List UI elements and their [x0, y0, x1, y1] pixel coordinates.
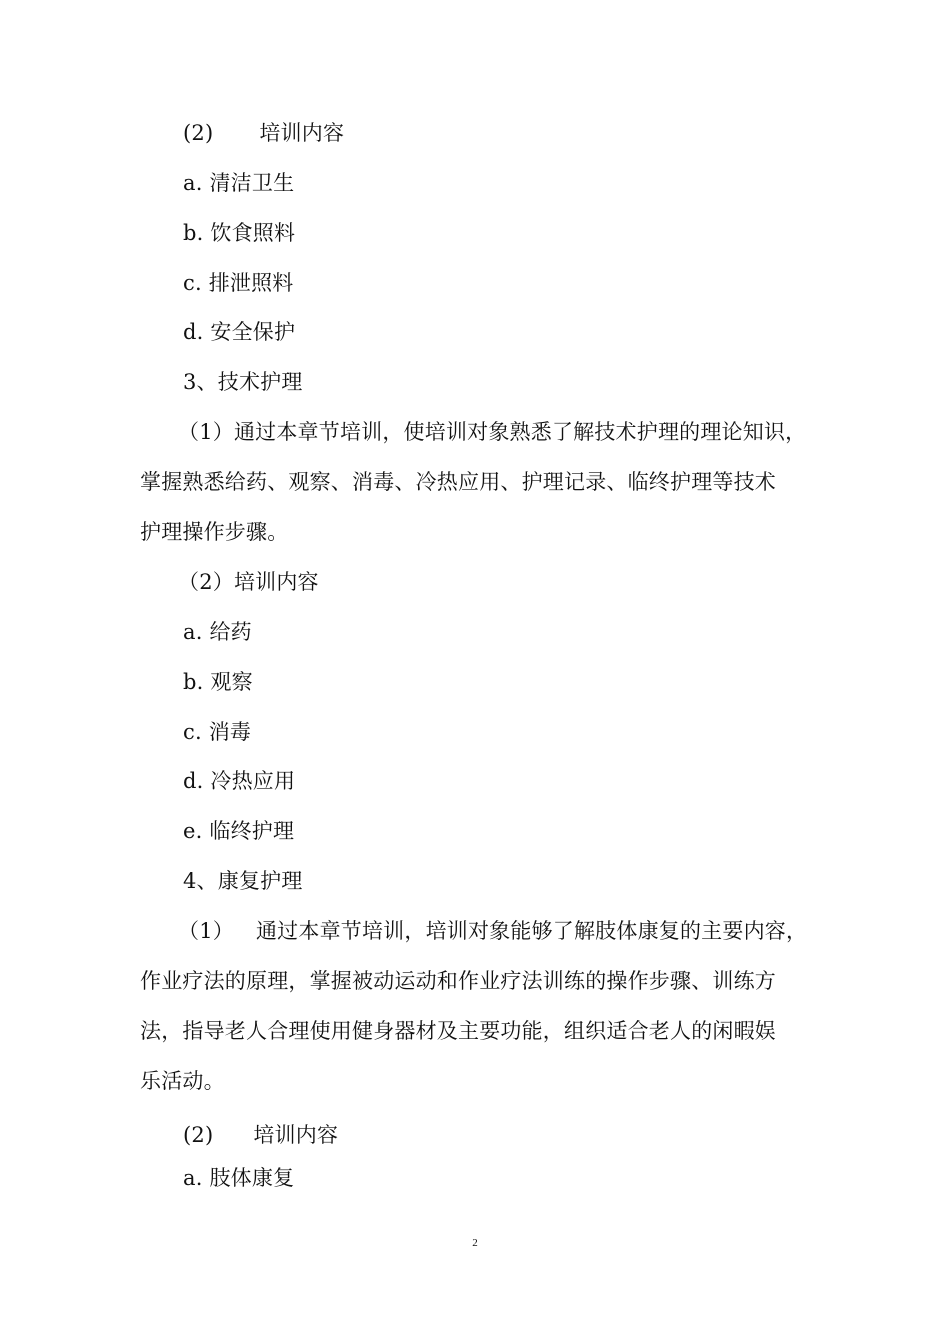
- paragraph-line: [178, 917, 807, 945]
- paragraph-text: 通过本章节培训，培训对象能够了解肢体康复的主要内容，: [255, 919, 808, 943]
- section-heading-training-content: [183, 119, 344, 147]
- section-heading-training-content: [183, 1121, 338, 1149]
- heading-text: 培训内容: [253, 1123, 339, 1147]
- section-heading-training-content: （2）培训内容: [178, 570, 319, 594]
- list-item: e. 临终护理: [183, 819, 295, 843]
- list-item: c. 消毒: [183, 720, 252, 744]
- list-item: c. 排泄照料: [183, 271, 294, 295]
- list-item: a. 肢体康复: [183, 1166, 295, 1190]
- list-marker: (2): [183, 1123, 214, 1147]
- paragraph-line: 法，指导老人合理使用健身器材及主要功能，组织适合老人的闲暇娱: [140, 1019, 776, 1043]
- section-heading: 4、康复护理: [183, 869, 303, 893]
- paragraph-line: （1）通过本章节培训，使培训对象熟悉了解技术护理的理论知识，: [178, 420, 807, 444]
- list-marker: （1）: [178, 919, 234, 943]
- list-item: d. 冷热应用: [183, 769, 296, 793]
- list-item: b. 观察: [183, 670, 253, 694]
- heading-text: 培训内容: [259, 121, 345, 145]
- page-number: 2: [472, 1237, 478, 1249]
- list-item: a. 清洁卫生: [183, 171, 295, 195]
- section-heading: 3、技术护理: [183, 370, 303, 394]
- list-item: b. 饮食照料: [183, 221, 296, 245]
- list-item: d. 安全保护: [183, 320, 296, 344]
- paragraph-line: 乐活动。: [140, 1069, 225, 1093]
- list-marker: (2): [183, 121, 214, 145]
- list-item: a. 给药: [183, 620, 252, 644]
- paragraph-line: 掌握熟悉给药、观察、消毒、冷热应用、护理记录、临终护理等技术: [140, 470, 776, 494]
- paragraph-line: 护理操作步骤。: [140, 520, 289, 544]
- paragraph-line: 作业疗法的原理，掌握被动运动和作业疗法训练的操作步骤、训练方: [140, 969, 776, 993]
